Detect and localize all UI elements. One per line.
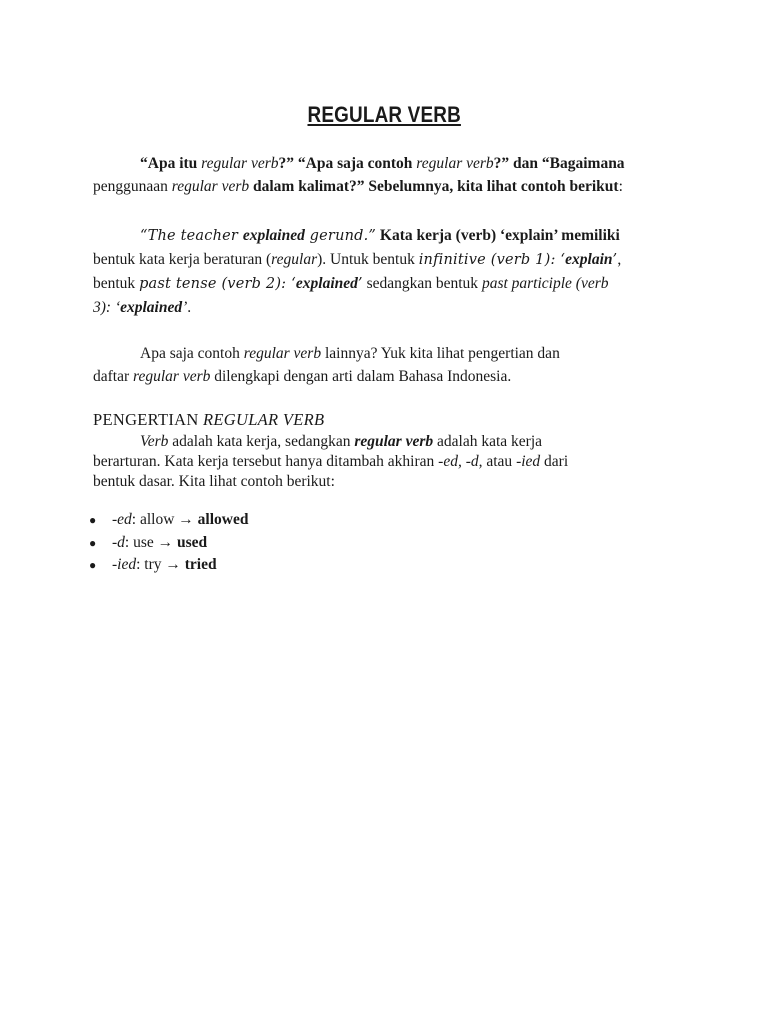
p3-text-2: regular verb — [243, 345, 322, 362]
p2-text-1: “The teacher — [140, 228, 243, 244]
list-item — [80, 532, 248, 555]
p4-text-10: bentuk dasar. Kita lihat contoh berikut: — [93, 473, 335, 490]
p2-text-14: explained — [295, 275, 358, 292]
list-result: allowed — [197, 511, 249, 528]
list-base: : allow → — [131, 511, 198, 528]
p3-text-5: regular verb — [133, 368, 211, 385]
example-paragraph — [93, 224, 675, 319]
bullet-icon: ● — [89, 535, 97, 550]
p1-text-6: penggunaan — [93, 178, 172, 195]
list-suffix: -d — [112, 533, 125, 551]
p4-text-4: adalah kata kerja — [433, 433, 543, 450]
page-title — [0, 93, 768, 130]
p2-text-13: past tense (verb 2): ‘ — [139, 276, 296, 292]
list-suffix: -ed — [112, 511, 132, 528]
p1-text-7: regular verb — [171, 178, 250, 195]
p2-text-20: ’ — [182, 299, 188, 316]
p4-text-7: atau — [482, 453, 517, 470]
p4-text-5: berarturan. Kata kerja tersebut hanya ditambah akhiran — [93, 453, 439, 470]
p2-text-9: explain — [565, 251, 613, 268]
p4-text-9: dari — [540, 453, 569, 470]
followup-paragraph — [93, 342, 675, 388]
p1-text-2: regular verb — [201, 155, 279, 172]
bullet-icon: ● — [89, 558, 97, 572]
p2-text-10: ’ — [612, 252, 618, 268]
list-item — [80, 509, 248, 532]
title-text: REGULAR VERB — [307, 102, 461, 127]
p2-text-6: regular — [271, 251, 318, 268]
heading-text-2: REGULAR VERB — [203, 410, 325, 429]
list-suffix: -ied — [112, 556, 137, 573]
p2-text-8: infinitive (verb 1): ‘ — [418, 252, 566, 268]
section-heading — [93, 410, 324, 430]
p1-text-4: regular verb — [416, 155, 494, 172]
p1-text-8: dalam kalimat?” Sebelumnya, kita lihat contoh berikut — [249, 178, 619, 195]
list-base: : use → — [124, 533, 178, 551]
p3-text-4: daftar — [93, 368, 134, 385]
example-list — [80, 509, 248, 577]
list-result: used — [177, 533, 208, 551]
p2-text-15: ’ — [357, 276, 363, 292]
list-item — [80, 554, 248, 577]
p2-text-18: 3): ‘ — [93, 299, 121, 316]
list-result: tried — [184, 556, 217, 573]
bullet-icon: ● — [89, 513, 97, 527]
p2-text-21: . — [187, 299, 192, 316]
p3-text-1: Apa saja contoh — [140, 345, 244, 362]
p2-text-4: Kata kerja (verb) ‘explain’ memiliki — [376, 227, 620, 244]
p4-text-2: adalah kata kerja, sedangkan — [168, 433, 355, 450]
p2-text-12: bentuk — [93, 275, 140, 292]
p2-text-2: explained — [242, 227, 305, 244]
p2-text-5: bentuk kata kerja beraturan ( — [93, 251, 272, 268]
intro-paragraph — [93, 152, 675, 198]
p1-text-5: ?” dan “Bagaimana — [493, 155, 625, 172]
p4-text-8: -ied — [516, 453, 541, 470]
definition-paragraph — [93, 432, 633, 492]
p2-text-16: sedangkan bentuk — [362, 275, 482, 292]
list-base: : try → — [136, 556, 185, 573]
p4-text-3: regular verb — [354, 433, 434, 450]
p4-text-6: -ed, -d, — [438, 453, 483, 470]
p2-text-7: ). Untuk bentuk — [317, 251, 419, 268]
p2-text-3: gerund.” — [304, 228, 377, 244]
heading-text-1: PENGERTIAN — [93, 410, 204, 429]
p1-text-9: : — [618, 178, 623, 195]
p4-text-1: Verb — [140, 433, 169, 450]
p2-text-17: past participle (verb — [481, 275, 609, 292]
p3-text-6: dilengkapi dengan arti dalam Bahasa Indonesia. — [210, 368, 512, 385]
p1-text-3: ?” “Apa saja contoh — [278, 155, 417, 172]
p2-text-11: , — [617, 251, 622, 268]
p1-text-1: “Apa itu — [140, 155, 202, 172]
p2-text-19: explained — [120, 299, 183, 316]
p3-text-3: lainnya? Yuk kita lihat pengertian dan — [321, 345, 560, 362]
